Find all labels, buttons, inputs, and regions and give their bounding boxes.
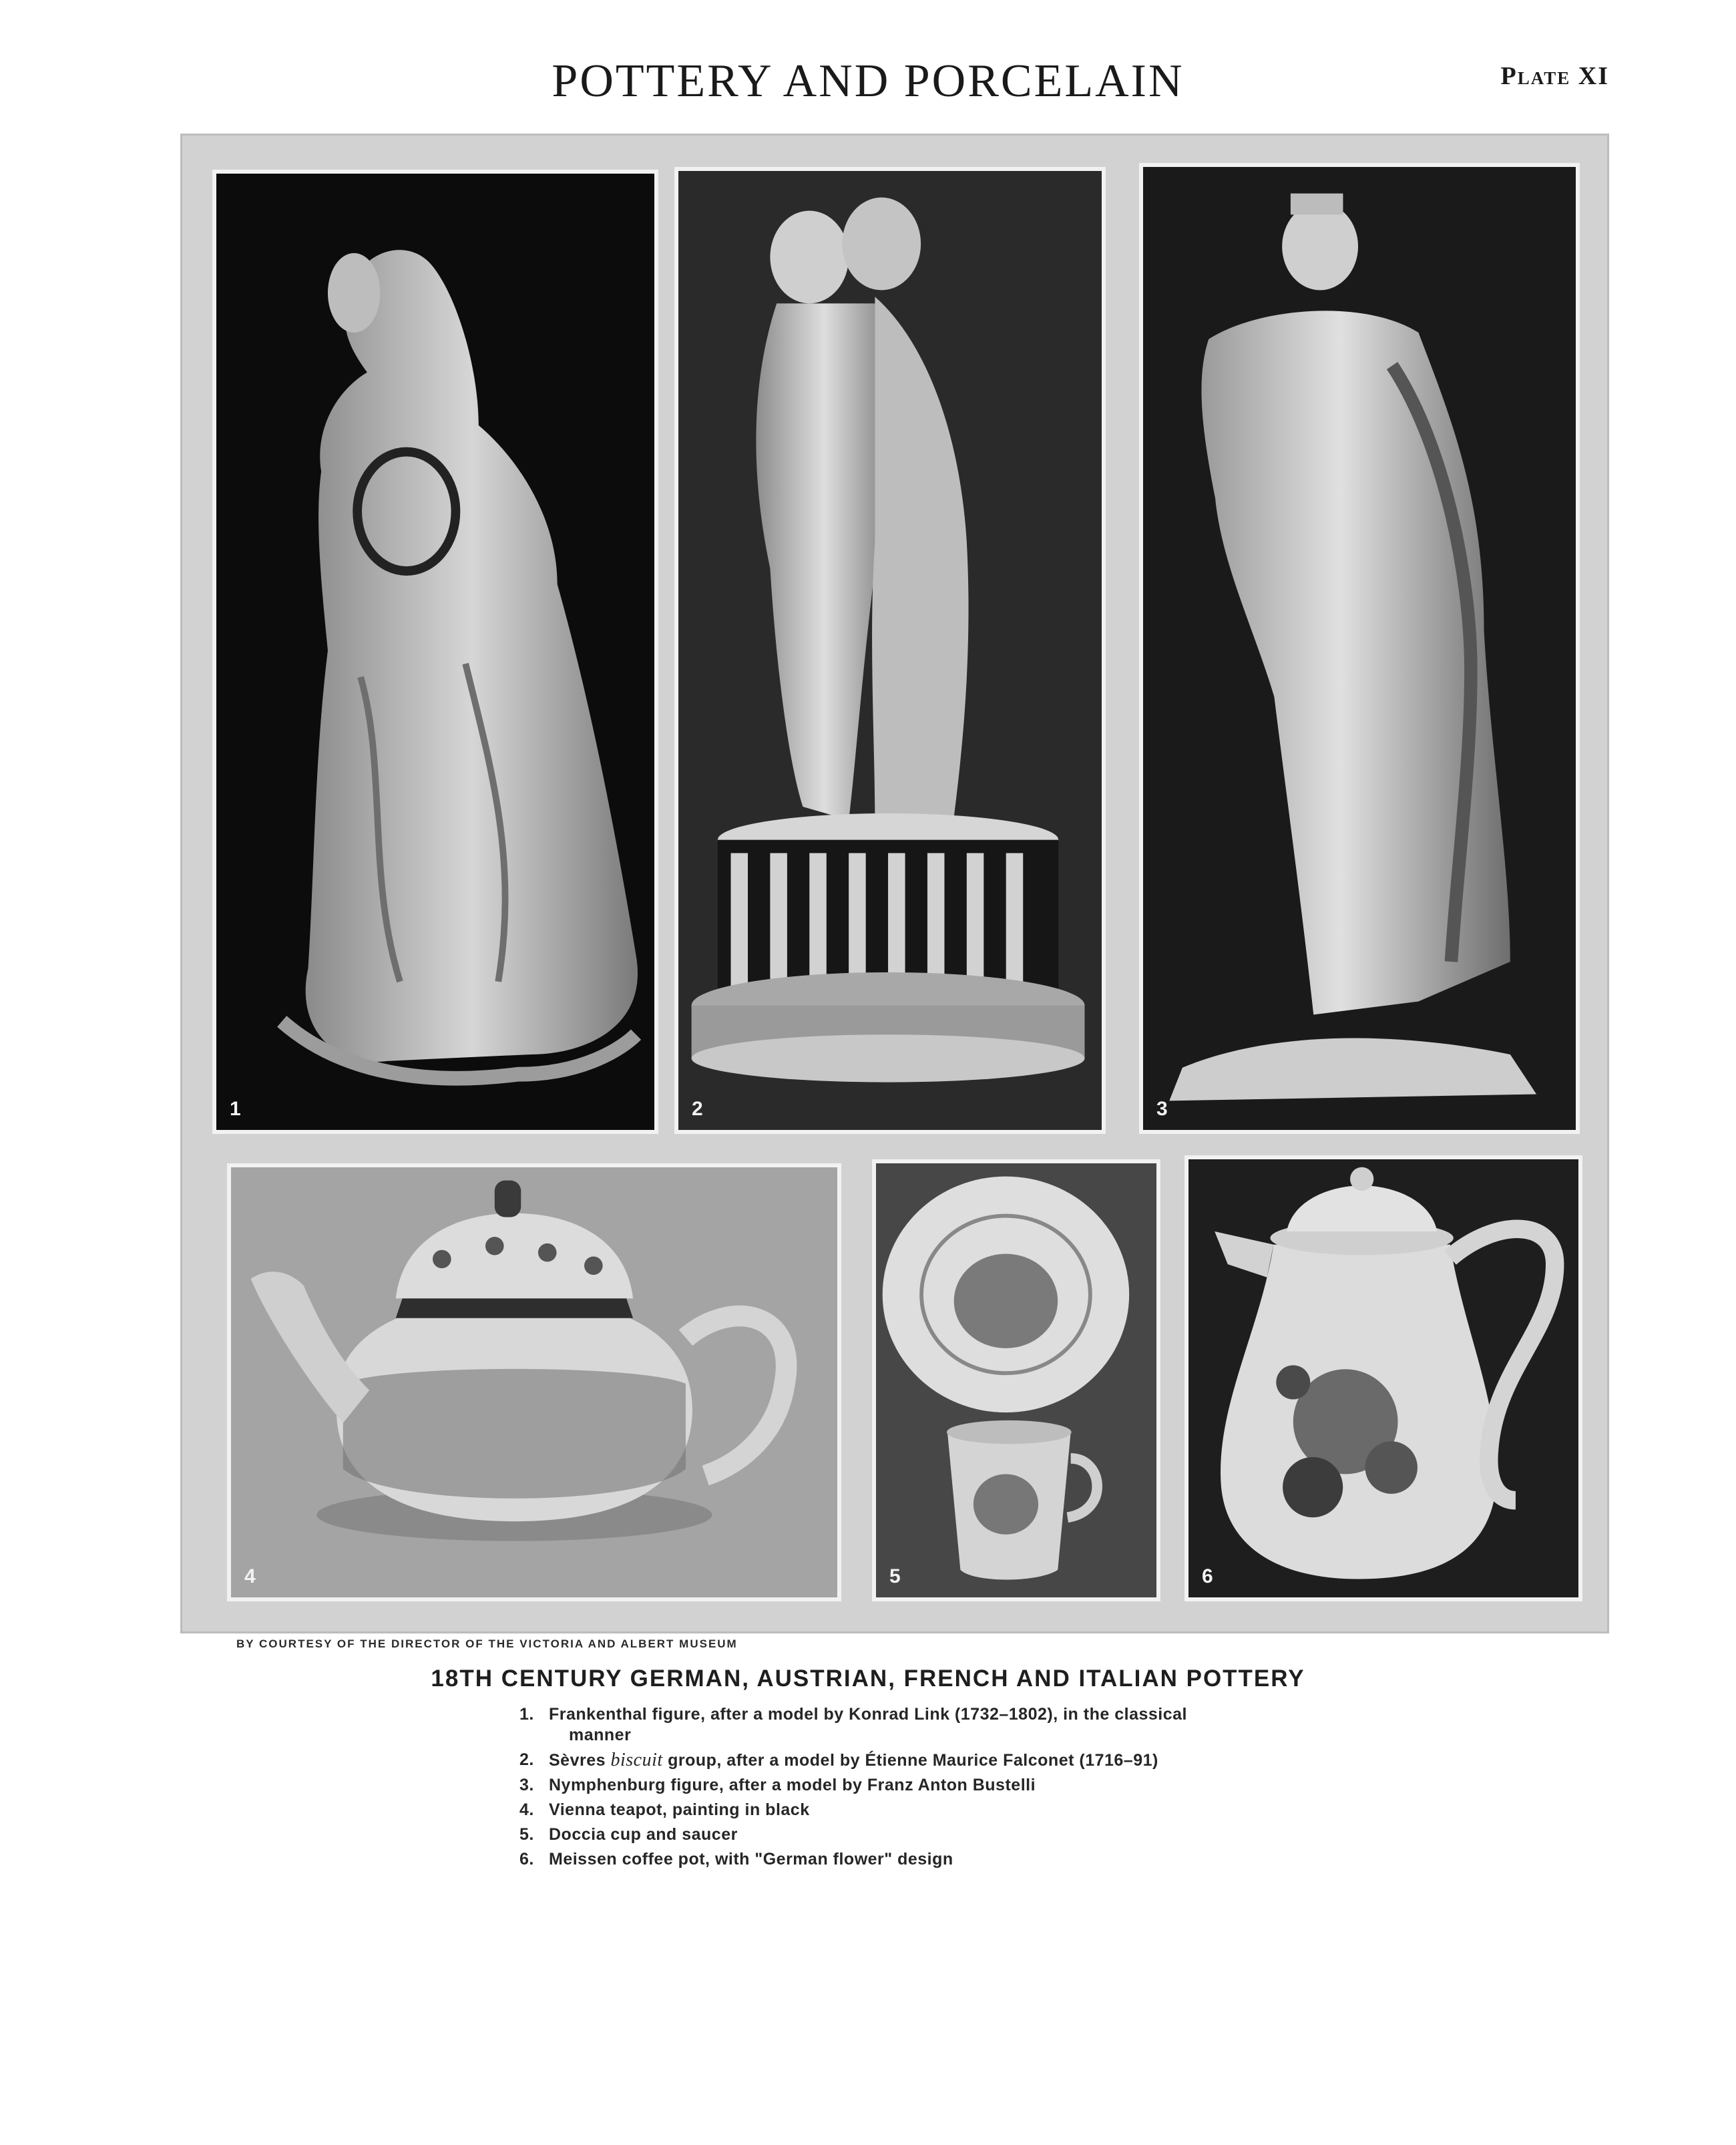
- photo-credit: BY COURTESY OF THE DIRECTOR OF THE VICTORIA AND ALBERT MUSEUM: [236, 1637, 738, 1650]
- plate-number: Plate XI: [1500, 62, 1609, 90]
- caption-text-italic: biscuit: [610, 1750, 663, 1770]
- caption-text-prefix: Sèvres: [549, 1751, 611, 1770]
- caption-number: 3.: [519, 1776, 534, 1794]
- panel-number: 1: [230, 1098, 241, 1120]
- meissen-coffee-pot-image: [1188, 1159, 1578, 1597]
- photo-doccia-cup-saucer: [872, 1159, 1160, 1601]
- caption-text: Nymphenburg figure, after a model by Franz Anton Bustelli: [549, 1776, 1036, 1794]
- photo-frankenthal-figure: [212, 170, 658, 1134]
- nymphenburg-figure-image: [1143, 167, 1576, 1130]
- caption-list: [519, 1704, 1387, 1874]
- vienna-teapot-image: [231, 1167, 837, 1597]
- sevres-group-image: [678, 171, 1102, 1130]
- panel-number: 6: [1202, 1565, 1213, 1587]
- photo-vienna-teapot: [227, 1163, 841, 1601]
- caption-item: [519, 1800, 1387, 1820]
- caption-text: Doccia cup and saucer: [549, 1825, 738, 1844]
- caption-item: [519, 1824, 1387, 1845]
- caption-item: [519, 1750, 1387, 1771]
- caption-item: [519, 1775, 1387, 1796]
- caption-text: Frankenthal figure, after a model by Konrad Link (1732–1802), in the classical: [549, 1705, 1187, 1724]
- page-title: POTTERY AND PORCELAIN: [552, 55, 1184, 107]
- caption-text-continued: manner: [569, 1726, 632, 1744]
- caption-number: 1.: [519, 1705, 534, 1724]
- frankenthal-figure-image: [216, 174, 654, 1130]
- photo-nymphenburg-figure: [1139, 163, 1580, 1134]
- caption-number: 4.: [519, 1800, 534, 1819]
- caption-number: 6.: [519, 1850, 534, 1869]
- doccia-cup-saucer-image: [876, 1163, 1156, 1597]
- caption-text: Meissen coffee pot, with "German flower" design: [549, 1850, 953, 1869]
- caption-item: [519, 1849, 1387, 1870]
- caption-number: 5.: [519, 1825, 534, 1844]
- panel-number: 2: [692, 1098, 703, 1120]
- caption-heading: 18TH CENTURY GERMAN, AUSTRIAN, FRENCH AND ITALIAN POTTERY: [431, 1666, 1305, 1692]
- panel-number: 3: [1156, 1098, 1168, 1120]
- caption-text: Vienna teapot, painting in black: [549, 1800, 810, 1819]
- caption-text: group, after a model by Étienne Maurice Falconet (1716–91): [662, 1751, 1158, 1770]
- photo-sevres-biscuit-group: [674, 167, 1106, 1134]
- panel-number: 5: [889, 1565, 901, 1587]
- caption-item: [519, 1704, 1387, 1746]
- panel-number: 4: [244, 1565, 256, 1587]
- photo-meissen-coffee-pot: [1184, 1155, 1582, 1601]
- caption-number: 2.: [519, 1750, 534, 1769]
